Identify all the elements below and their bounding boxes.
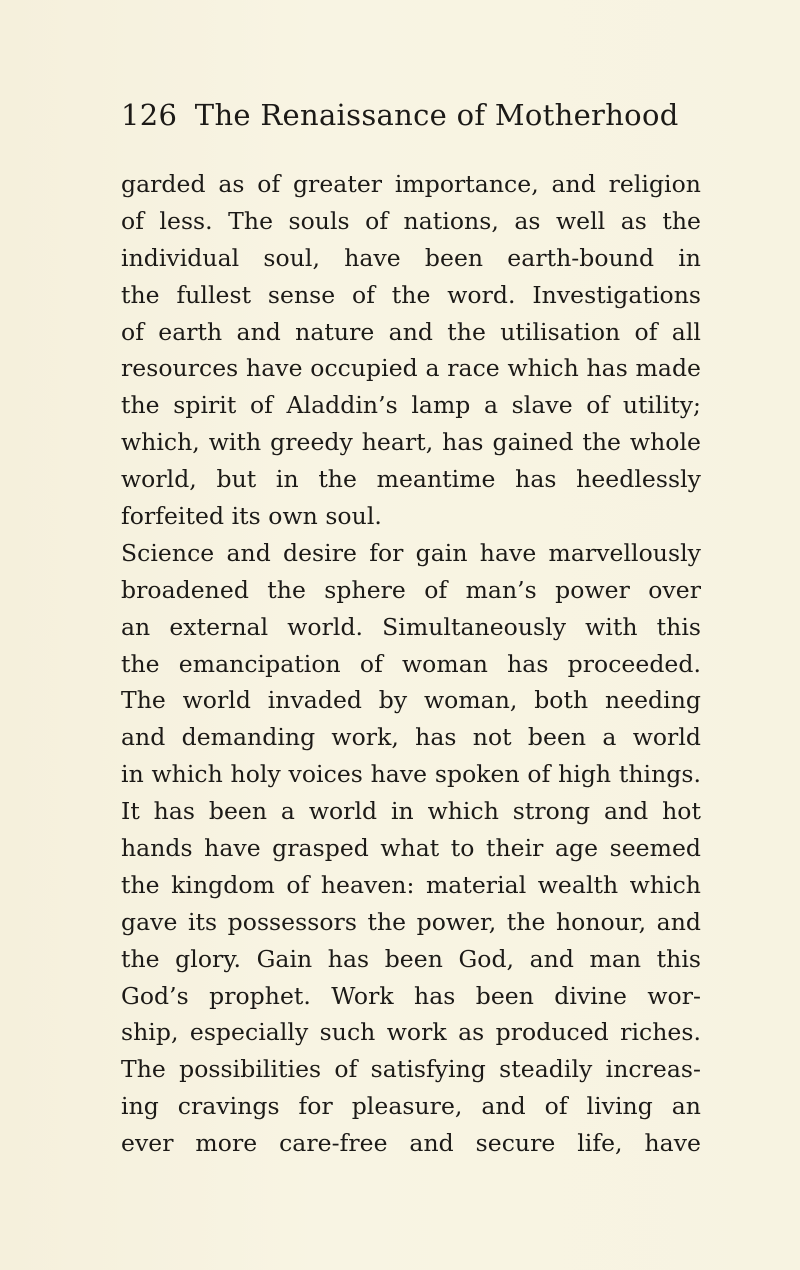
text-line: the spirit of Aladdin’s lamp a slave of utility; [121,391,701,420]
body-text [121,166,701,1162]
text-line: the emancipation of woman has proceeded. [121,649,701,678]
text-line: The world invaded by woman, both needing [121,686,701,715]
text-line: individual soul, have been earth-bound in [121,243,701,272]
text-line: ever more care-free and secure life, have [121,1129,701,1158]
text-line: the glory. Gain has been God, and man this [121,944,701,973]
text-line: of earth and nature and the utilisation of all [121,317,701,346]
text-line: of less. The souls of nations, as well as the [121,206,701,235]
page-header [121,93,701,137]
text-line: forfeited its own soul. [121,502,382,531]
text-line: God’s prophet. Work has been divine wor- [121,981,701,1010]
text-line: The possibilities of satisfying steadily increas- [121,1055,701,1084]
page-number: 126 [121,98,178,132]
text-line: Science and desire for gain have marvellously [121,538,701,567]
text-line: ing cravings for pleasure, and of living an [121,1092,701,1121]
text-line: broadened the sphere of man’s power over [121,575,701,604]
text-line: hands have grasped what to their age seemed [121,834,701,863]
text-line: ship, especially such work as produced riches. [121,1018,701,1047]
text-line: in which holy voices have spoken of high things. [121,760,701,789]
text-line: an external world. Simultaneously with this [121,612,701,641]
text-line: which, with greedy heart, has gained the whole [121,428,701,457]
text-line: the fullest sense of the word. Investigations [121,280,701,309]
text-line: garded as of greater importance, and religion [121,170,701,198]
text-line: the kingdom of heaven: material wealth which [121,870,701,899]
text-line: and demanding work, has not been a world [121,723,701,752]
running-title: The Renaissance of Motherhood [194,98,679,132]
text-line: world, but in the meantime has heedlessly [121,465,701,494]
text-line: It has been a world in which strong and hot [121,797,701,826]
text-line: gave its possessors the power, the honour, and [121,907,701,936]
text-line: resources have occupied a race which has made [121,354,701,383]
